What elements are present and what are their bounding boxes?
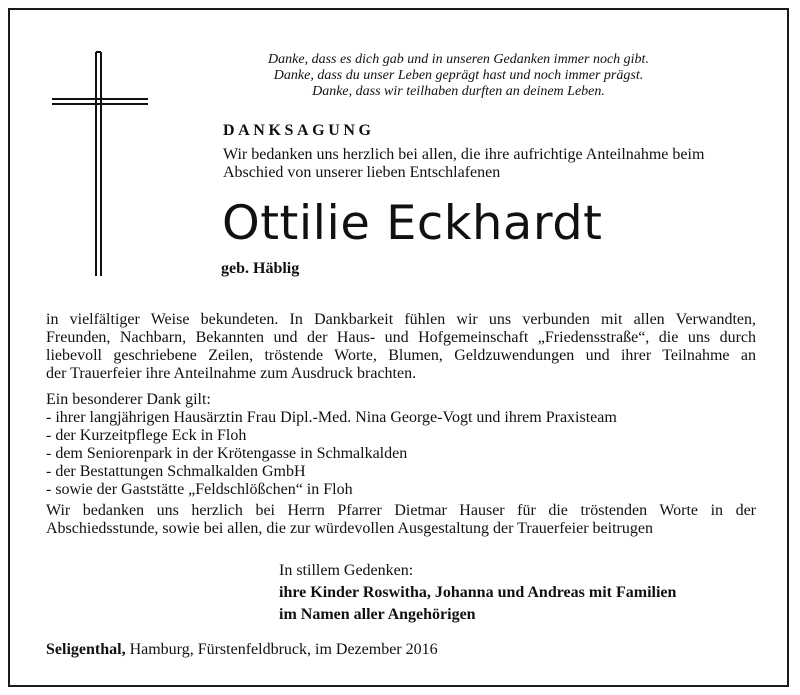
paragraph-line: der Trauerfeier ihre Anteilnahme zum Ausdruck brachten. bbox=[46, 365, 417, 382]
list-item: - der Kurzeitpflege Eck in Floh bbox=[46, 427, 247, 444]
list-item: - ihrer langjährigen Hausärztin Frau Dipl.-Med. Nina George-Vogt und ihrem Praxisteam bbox=[46, 409, 617, 426]
list-heading: Ein besonderer Dank gilt: bbox=[46, 391, 211, 408]
place-town: Seligenthal, bbox=[46, 641, 126, 658]
poem-line: Danke, dass wir teilhaben durften an deinem Leben. bbox=[312, 84, 605, 99]
poem-line: Danke, dass du unser Leben geprägt hast und noch immer prägst. bbox=[273, 68, 644, 83]
paragraph-line: Abschiedsstunde, sowie bei allen, die zur würdevollen Ausgestaltung der Trauerfeier beitrugen bbox=[46, 520, 653, 537]
heading: DANKSAGUNG bbox=[223, 122, 375, 139]
paragraph-thanks bbox=[46, 311, 756, 383]
poem bbox=[240, 52, 677, 100]
place-date bbox=[46, 641, 438, 659]
intro-line: Wir bedanken uns herzlich bei allen, die ihre aufrichtige Anteilnahme beim bbox=[223, 146, 705, 163]
maiden-name: geb. Häblig bbox=[221, 260, 300, 277]
deceased-name: Ottilie Eckhardt bbox=[222, 196, 603, 251]
intro-line: Abschied von unserer lieben Entschlafenen bbox=[223, 164, 501, 181]
paragraph-line: in vielfältiger Weise bekundeten. In Dankbarkeit fühlen wir uns verbunden mit allen Verwandten, bbox=[46, 311, 756, 328]
list-item: - der Bestattungen Schmalkalden GmbH bbox=[46, 463, 306, 480]
paragraph-line: Wir bedanken uns herzlich bei Herrn Pfarrer Dietmar Hauser für die tröstenden Worte in der bbox=[46, 502, 756, 519]
list-item: - sowie der Gaststätte „Feldschlößchen“ in Floh bbox=[46, 481, 353, 498]
closing-relatives: im Namen aller Angehörigen bbox=[279, 606, 476, 623]
special-thanks-list bbox=[46, 391, 756, 499]
list-item: - dem Seniorenpark in der Krötengasse in Schmalkalden bbox=[46, 445, 408, 462]
poem-line: Danke, dass es dich gab und in unseren Gedanken immer noch gibt. bbox=[268, 52, 649, 67]
paragraph-pastor bbox=[46, 502, 756, 538]
paragraph-line: liebevoll geschriebene Zeilen, tröstende Worte, Blumen, Geldzuwendungen und ihrer Teilnahme an bbox=[46, 347, 756, 364]
closing-signature bbox=[279, 560, 676, 626]
place-rest: Hamburg, Fürstenfeldbruck, im Dezember 2016 bbox=[125, 641, 438, 658]
closing-intro: In stillem Gedenken: bbox=[279, 562, 414, 579]
paragraph-line: Freunden, Nachbarn, Bekannten und der Haus- und Hofgemeinschaft „Friedensstraße“, die uns durch bbox=[46, 329, 756, 346]
closing-family: ihre Kinder Roswitha, Johanna und Andreas mit Familien bbox=[279, 584, 677, 601]
intro-text bbox=[223, 146, 763, 182]
